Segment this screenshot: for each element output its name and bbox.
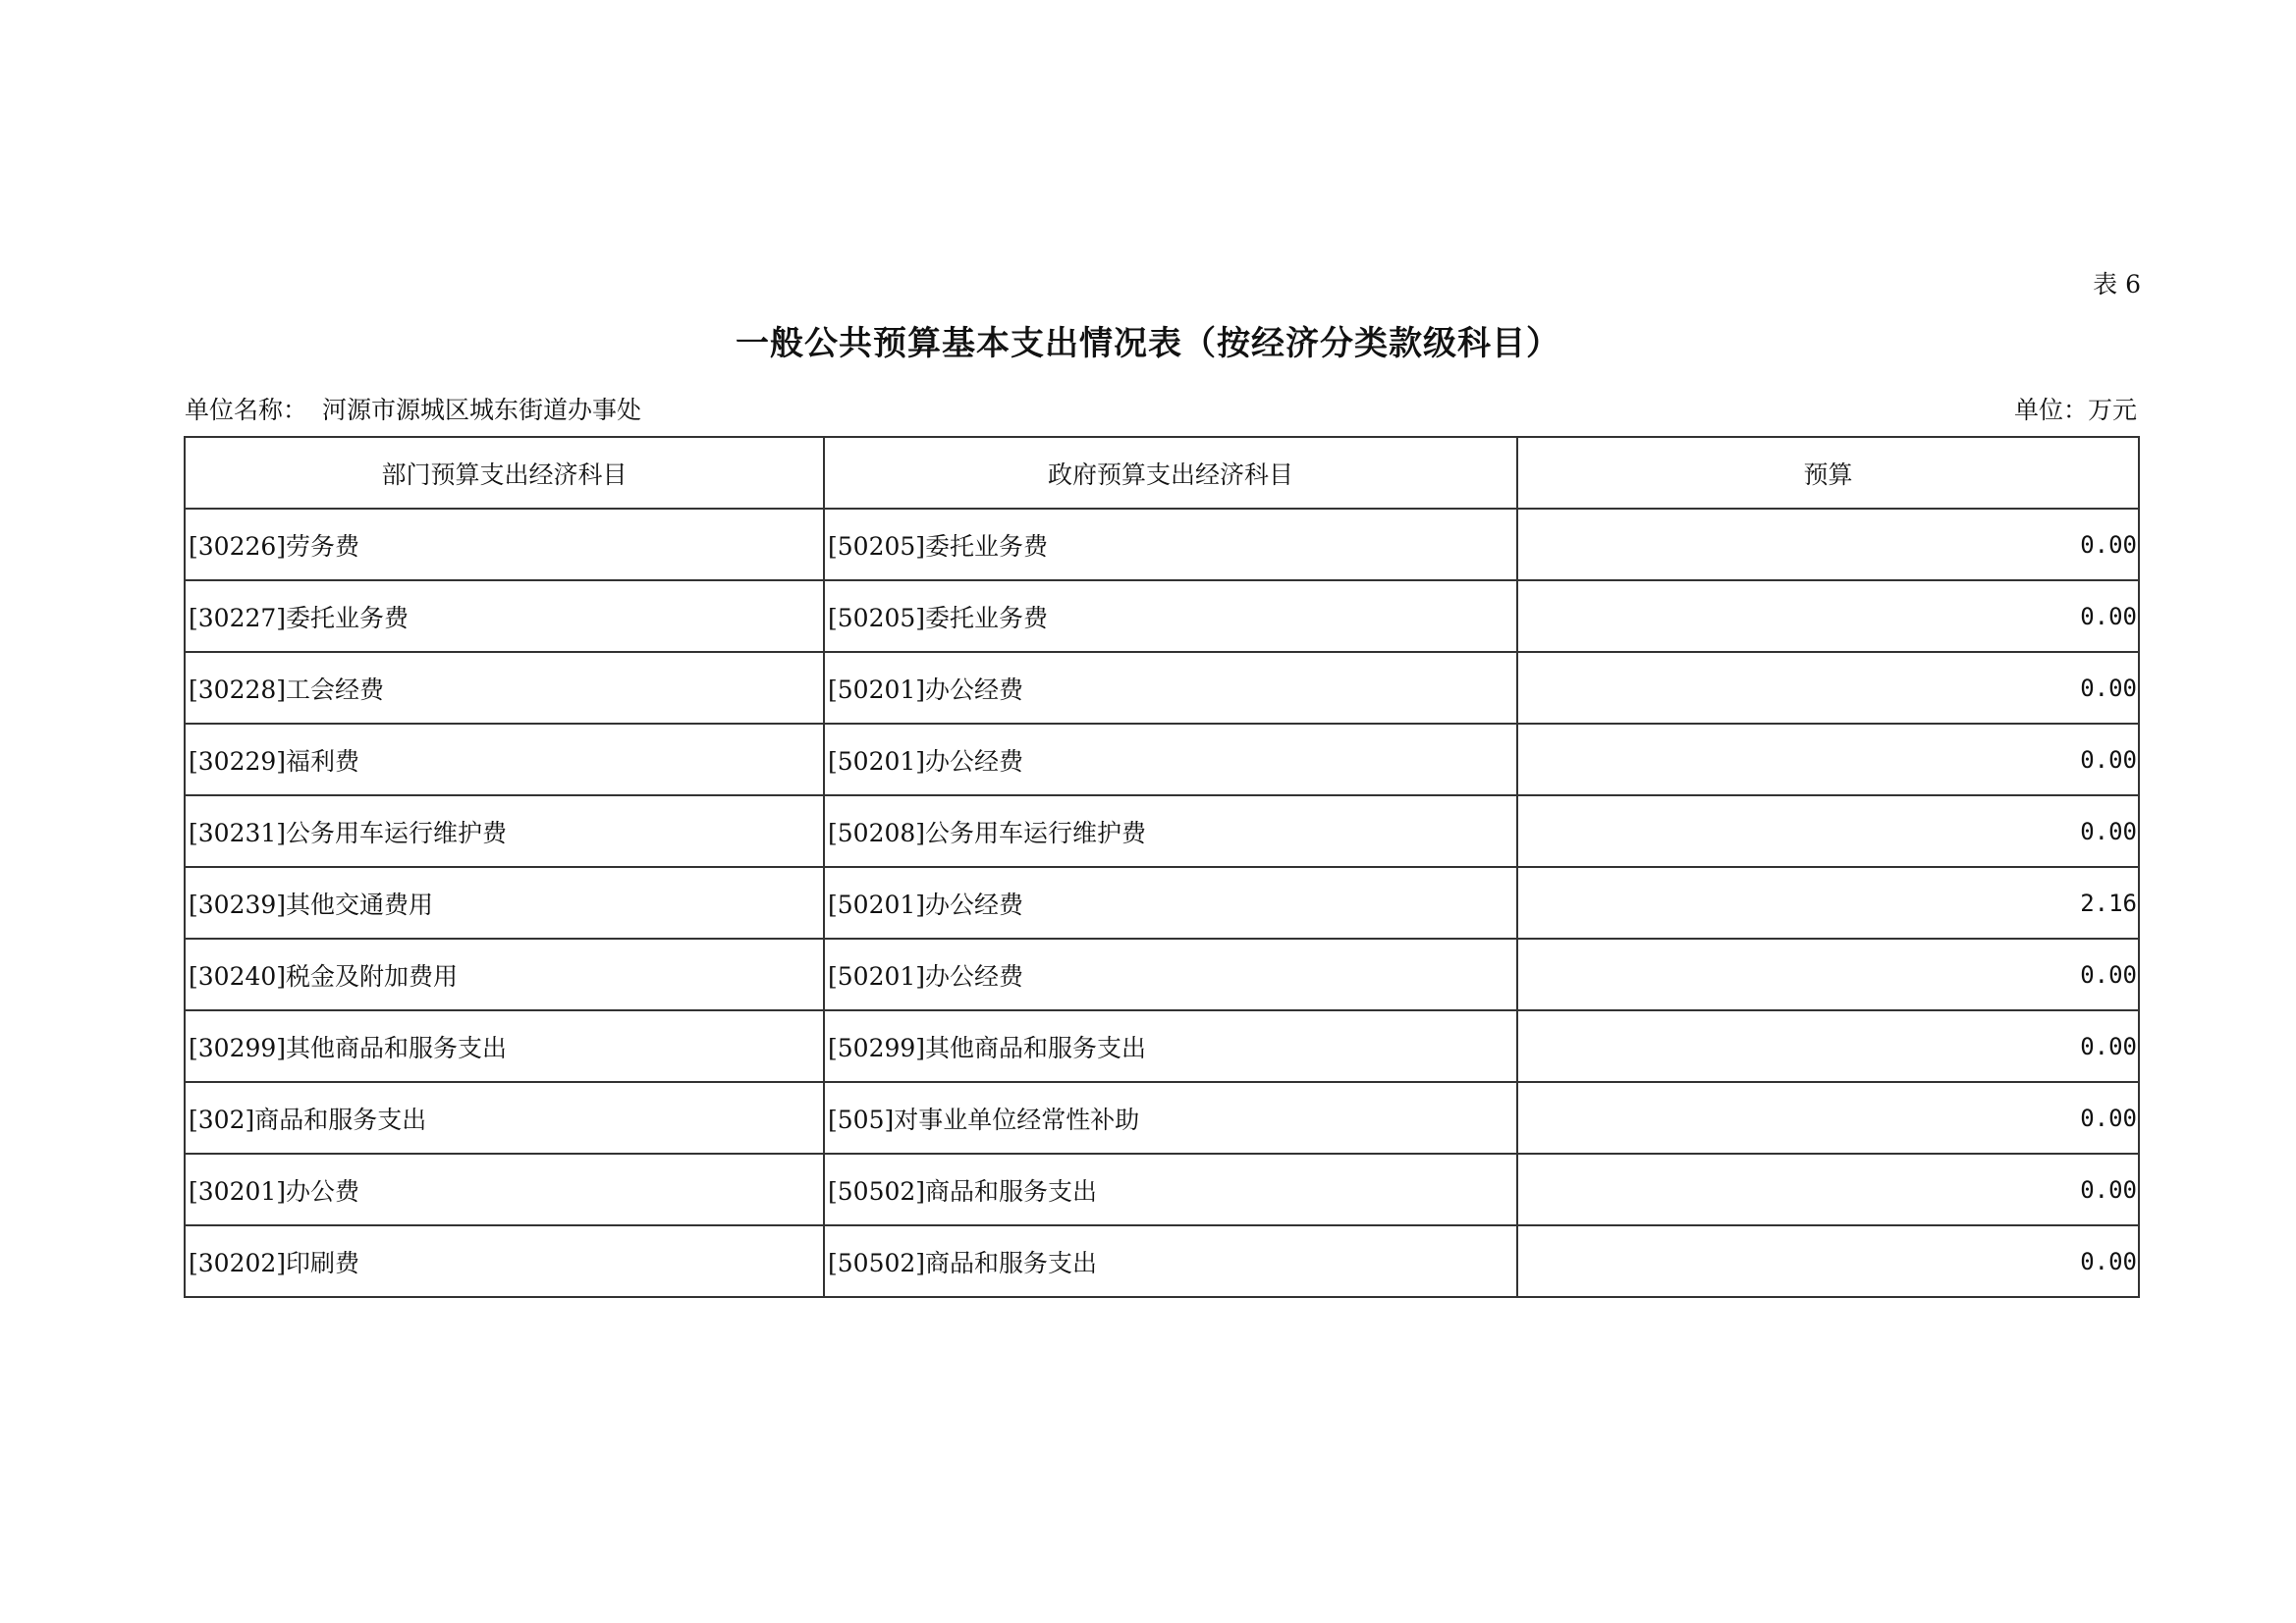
table-row <box>185 795 2139 867</box>
amount-cell: 0.00 <box>1517 1082 2139 1154</box>
dept-subject-cell: [30228]工会经费 <box>185 652 824 724</box>
amount-cell: 0.00 <box>1517 1225 2139 1297</box>
column-header-gov: 政府预算支出经济科目 <box>824 437 1517 509</box>
gov-subject-cell: [50299]其他商品和服务支出 <box>824 1010 1517 1082</box>
budget-table <box>184 436 2140 1298</box>
gov-subject-cell: [505]对事业单位经常性补助 <box>824 1082 1517 1154</box>
dept-subject-cell: [30229]福利费 <box>185 724 824 795</box>
dept-subject-cell: [30201]办公费 <box>185 1154 824 1225</box>
amount-cell: 0.00 <box>1517 939 2139 1010</box>
table-row <box>185 724 2139 795</box>
dept-subject-cell: [30299]其他商品和服务支出 <box>185 1010 824 1082</box>
table-row <box>185 867 2139 939</box>
table-row <box>185 1154 2139 1225</box>
column-header-amount: 预算 <box>1517 437 2139 509</box>
gov-subject-cell: [50201]办公经费 <box>824 867 1517 939</box>
table-row <box>185 939 2139 1010</box>
dept-subject-cell: [30202]印刷费 <box>185 1225 824 1297</box>
gov-subject-cell: [50502]商品和服务支出 <box>824 1154 1517 1225</box>
gov-subject-cell: [50205]委托业务费 <box>824 509 1517 580</box>
table-row <box>185 652 2139 724</box>
table-row <box>185 1010 2139 1082</box>
amount-cell: 0.00 <box>1517 724 2139 795</box>
gov-subject-cell: [50205]委托业务费 <box>824 580 1517 652</box>
dept-subject-cell: [30226]劳务费 <box>185 509 824 580</box>
table-row <box>185 580 2139 652</box>
amount-cell: 0.00 <box>1517 580 2139 652</box>
table-header-row <box>185 437 2139 509</box>
amount-cell: 0.00 <box>1517 1010 2139 1082</box>
dept-subject-cell: [30240]税金及附加费用 <box>185 939 824 1010</box>
table-row <box>185 1082 2139 1154</box>
dept-subject-cell: [302]商品和服务支出 <box>185 1082 824 1154</box>
column-header-dept: 部门预算支出经济科目 <box>185 437 824 509</box>
amount-cell: 0.00 <box>1517 652 2139 724</box>
table-row <box>185 1225 2139 1297</box>
amount-cell: 0.00 <box>1517 509 2139 580</box>
gov-subject-cell: [50201]办公经费 <box>824 939 1517 1010</box>
dept-subject-cell: [30239]其他交通费用 <box>185 867 824 939</box>
amount-cell: 0.00 <box>1517 1154 2139 1225</box>
dept-subject-cell: [30231]公务用车运行维护费 <box>185 795 824 867</box>
dept-subject-cell: [30227]委托业务费 <box>185 580 824 652</box>
gov-subject-cell: [50502]商品和服务支出 <box>824 1225 1517 1297</box>
gov-subject-cell: [50201]办公经费 <box>824 724 1517 795</box>
org-name: 河源市源城区城东街道办事处 <box>322 396 642 424</box>
amount-cell: 0.00 <box>1517 795 2139 867</box>
org-label: 单位名称： <box>185 396 308 424</box>
page-title: 一般公共预算基本支出情况表（按经济分类款级科目） <box>736 324 1560 363</box>
gov-subject-cell: [50201]办公经费 <box>824 652 1517 724</box>
amount-cell: 2.16 <box>1517 867 2139 939</box>
unit-line <box>185 391 2137 424</box>
table-number: 表 6 <box>2093 270 2141 298</box>
table-row <box>185 509 2139 580</box>
unit-label: 单位：万元 <box>2013 396 2137 424</box>
gov-subject-cell: [50208]公务用车运行维护费 <box>824 795 1517 867</box>
